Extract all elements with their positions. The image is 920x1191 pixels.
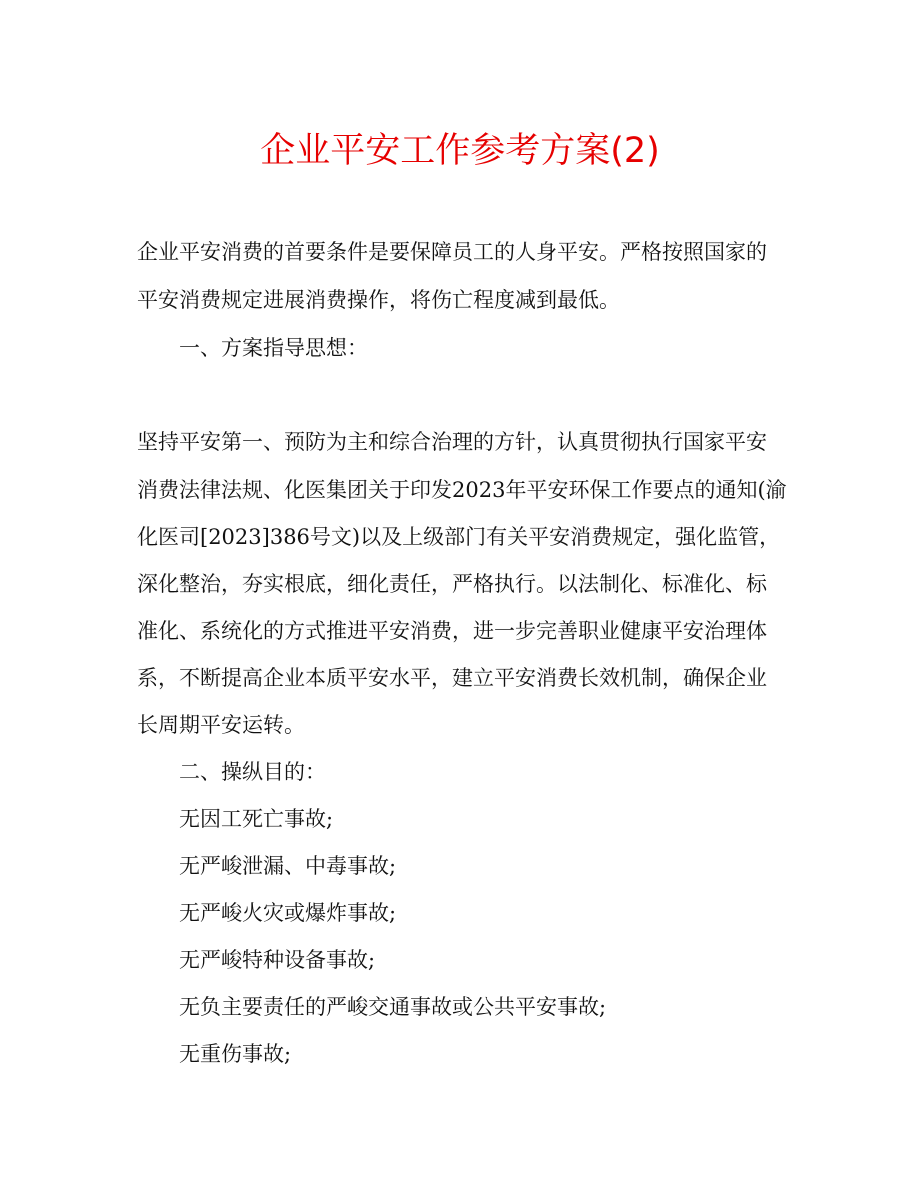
section-heading: 一、方案指导思想： bbox=[179, 336, 368, 360]
list-item: 无严峻泄漏、中毒事故; bbox=[179, 854, 397, 878]
paragraph-line: 长周期平安运转。 bbox=[137, 713, 305, 737]
paragraph-line: 系，不断提高企业本质平安水平，建立平安消费长效机制，确保企业 bbox=[137, 666, 767, 690]
paragraph-line: 准化、系统化的方式推进平安消费，进一步完善职业健康平安治理体 bbox=[137, 619, 767, 643]
document-title: 企业平安工作参考方案(2) bbox=[260, 131, 660, 171]
section-heading: 二、操纵目的： bbox=[179, 760, 326, 784]
list-item: 无因工死亡事故; bbox=[179, 807, 334, 831]
list-item: 无负主要责任的严峻交通事故或公共平安事故; bbox=[179, 995, 607, 1019]
list-item: 无严峻特种设备事故; bbox=[179, 948, 376, 972]
list-item: 无严峻火灾或爆炸事故; bbox=[179, 901, 397, 925]
paragraph-line: 平安消费规定进展消费操作，将伤亡程度减到最低。 bbox=[137, 288, 620, 312]
paragraph-line: 企业平安消费的首要条件是要保障员工的人身平安。严格按照国家的 bbox=[137, 240, 767, 264]
paragraph-line: 化医司[2023]386号文)以及上级部门有关平安消费规定，强化监管， bbox=[137, 525, 781, 549]
paragraph-line: 消费法律法规、化医集团关于印发2023年平安环保工作要点的通知(渝 bbox=[137, 478, 787, 502]
paragraph-line: 坚持平安第一、预防为主和综合治理的方针，认真贯彻执行国家平安 bbox=[137, 430, 767, 454]
paragraph-line: 深化整治，夯实根底，细化责任，严格执行。以法制化、标准化、标 bbox=[137, 572, 767, 596]
list-item: 无重伤事故; bbox=[179, 1042, 292, 1066]
